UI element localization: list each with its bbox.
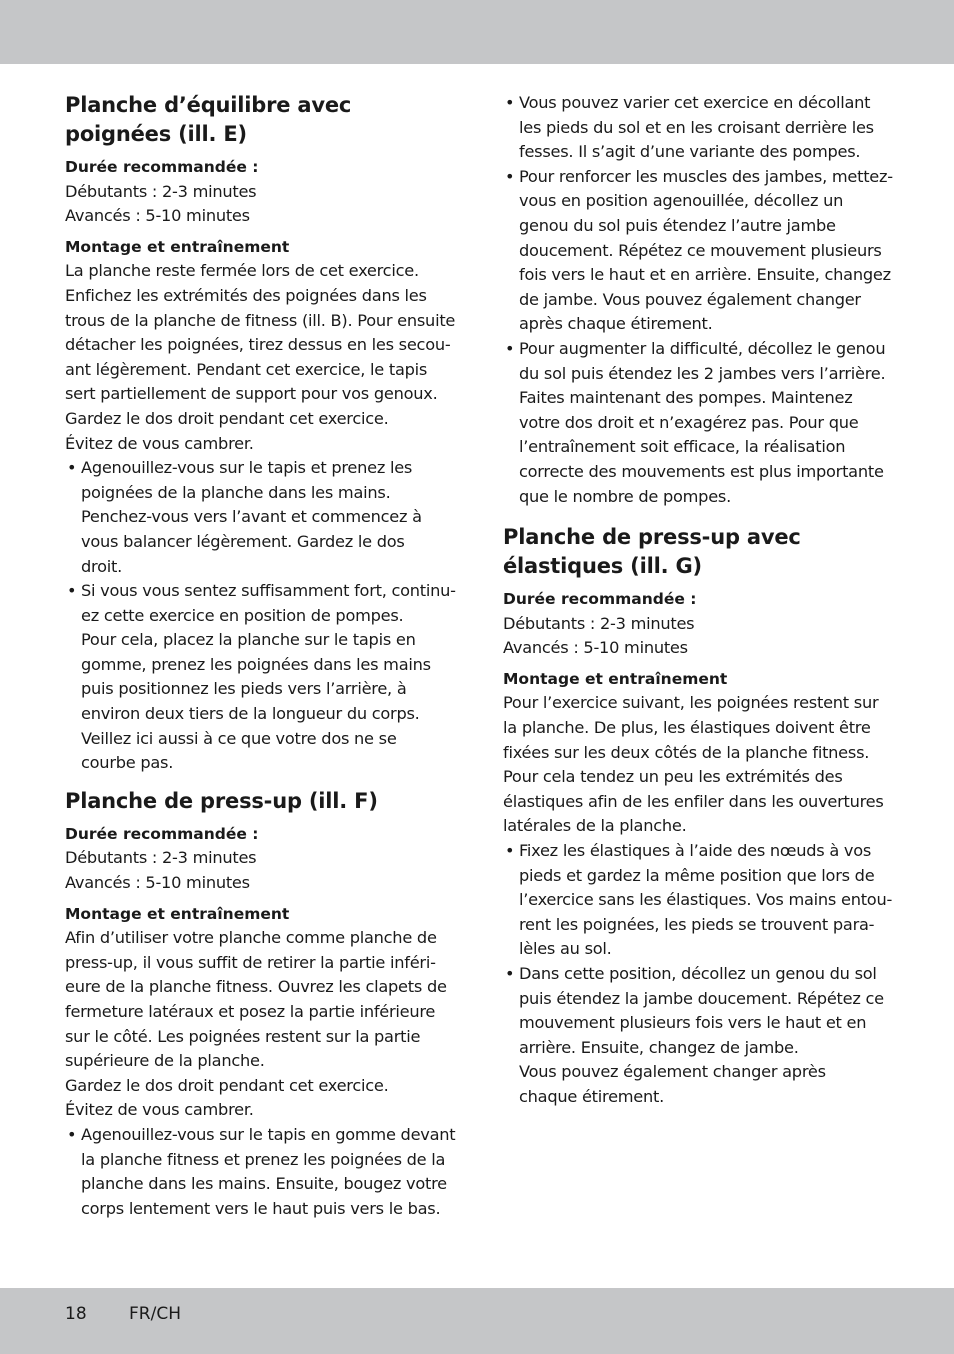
duration-label: Durée recommandée : [503,590,697,609]
text-line: la planche. De plus, les élastiques doivent être [503,718,871,738]
assembly-label: Montage et entraînement [65,237,290,256]
text-line: puis positionnez les pieds vers l’arrière, à [81,679,407,699]
text-line: après chaque étirement. [519,314,713,334]
list-item [503,91,895,165]
bullet-list [65,1123,457,1221]
text-line: environ deux tiers de la longueur du corps. [81,704,420,724]
section-title-press-up-elastics [503,523,895,581]
text-line: Penchez-vous vers l’avant et commencez à [81,507,422,527]
left-column [65,91,457,1221]
text-line: Pour renforcer les muscles des jambes, mettez- [519,166,893,186]
paragraph [65,926,457,1123]
text-line: fesses. Il s’agit d’une variante des pompes. [519,142,861,162]
text-line: que le nombre de pompes. [519,486,731,506]
title-line: élastiques (ill. G) [503,554,702,579]
text-line: élastiques afin de les enfiler dans les ouvertures [503,791,884,811]
text-line: correcte des mouvements est plus importante [519,461,884,481]
text-line: corps lentement vers le haut puis vers le bas. [81,1198,441,1218]
text-line: poignées de la planche dans les mains. [81,482,391,502]
bullet-list [65,456,457,776]
text-line: la planche fitness et prenez les poignées de la [81,1149,446,1169]
list-item [65,456,457,579]
list-item [65,1123,457,1221]
text-line: Évitez de vous cambrer. [65,1100,254,1120]
paragraph [503,691,895,839]
assembly-label: Montage et entraînement [503,669,728,688]
locale-label: FR/CH [129,1304,181,1324]
advanced-duration: Avancés : 5-10 minutes [503,638,688,658]
text-line: sert partiellement de support pour vos genoux. [65,384,438,404]
text-line: supérieure de la planche. [65,1051,265,1071]
text-line: Vous pouvez varier cet exercice en décollant [519,93,871,112]
text-line: Agenouillez-vous sur le tapis en gomme devant [81,1124,456,1144]
title-line: poignées (ill. E) [65,122,247,146]
text-line: gomme, prenez les poignées dans les mains [81,654,431,674]
text-line: mouvement plusieurs fois vers le haut et en [519,1013,867,1033]
text-line: doucement. Répétez ce mouvement plusieurs [519,240,882,260]
text-line: vous balancer légèrement. Gardez le dos [81,531,405,551]
text-line: rent les poignées, les pieds se trouvent para- [519,914,875,934]
list-item [65,579,457,776]
text-line: Évitez de vous cambrer. [65,433,254,453]
text-line: planche dans les mains. Ensuite, bougez votre [81,1174,447,1194]
beginners-duration: Débutants : 2-3 minutes [65,181,257,201]
text-line: lèles au sol. [519,939,612,959]
text-line: Faites maintenant des pompes. Maintenez [519,388,853,408]
bullet-list [503,839,895,1110]
text-line: chaque étirement. [519,1086,665,1106]
text-line: fois vers le haut et en arrière. Ensuite, changez [519,265,891,285]
text-line: Enfichez les extrémités des poignées dans les [65,285,427,305]
text-line: de jambe. Vous pouvez également changer [519,289,861,309]
text-line: Dans cette position, décollez un genou du sol [519,964,877,983]
beginners-duration: Débutants : 2-3 minutes [65,848,257,868]
text-line: ez cette exercice en position de pompes. [81,605,404,625]
text-line: les pieds du sol et en les croisant derrière les [519,117,874,137]
text-line: détacher les poignées, tirez dessus en les secou- [65,335,451,355]
text-line: l’entraînement soit efficace, la réalisation [519,437,846,457]
text-line: press-up, il vous suffit de retirer la partie inféri- [65,952,436,972]
text-line: Fixez les élastiques à l’aide des nœuds à vos [519,841,872,861]
duration-label: Durée recommandée : [65,824,259,843]
list-item [503,962,895,1110]
header-band [0,0,954,64]
duration-label: Durée recommandée : [65,158,259,176]
text-line: eure de la planche fitness. Ouvrez les clapets de [65,977,447,997]
title-line: Planche d’équilibre avec [65,93,352,117]
paragraph [65,259,457,456]
text-line: fermeture latéraux et posez la partie inférieure [65,1002,436,1021]
title-line: Planche de press-up avec [503,525,801,550]
text-line: Pour augmenter la difficulté, décollez le genou [519,338,886,358]
text-line: trous de la planche de fitness (ill. B). Pour ensuite [65,310,456,330]
text-line: vous en position agenouillée, décollez un [519,191,844,211]
page-number: 18 [65,1304,87,1324]
text-line: l’exercice sans les élastiques. Vos mains entou- [519,890,893,910]
text-line: Afin d’utiliser votre planche comme planche de [65,928,437,948]
text-line: votre dos droit et n’exagérez pas. Pour que [519,412,859,432]
text-line: ant légèrement. Pendant cet exercice, le tapis [65,359,428,379]
list-item [503,337,895,509]
bullet-list [503,91,895,509]
text-line: Vous pouvez également changer après [519,1062,826,1082]
text-line: Gardez le dos droit pendant cet exercice. [65,408,389,428]
text-line: sur le côté. Les poignées restent sur la partie [65,1026,421,1046]
text-line: puis étendez la jambe doucement. Répétez ce [519,988,884,1008]
text-line: Gardez le dos droit pendant cet exercice. [65,1075,389,1095]
advanced-duration: Avancés : 5-10 minutes [65,206,250,226]
section-title-balance-board [65,91,457,149]
text-line: genou du sol puis étendez l’autre jambe [519,215,836,235]
text-line: Agenouillez-vous sur le tapis et prenez les [81,458,413,478]
text-line: latérales de la planche. [503,816,687,836]
text-line: arrière. Ensuite, changez de jambe. [519,1037,799,1057]
list-item [503,165,895,337]
right-column [503,91,895,1110]
assembly-label: Montage et entraînement [65,904,290,923]
text-line: fixées sur les deux côtés de la planche fitness. [503,742,870,762]
text-line: Si vous vous sentez suffisamment fort, continu- [81,581,456,601]
text-line: droit. [81,556,122,576]
text-line: du sol puis étendez les 2 jambes vers l’arrière. [519,363,886,383]
text-line: Veillez ici aussi à ce que votre dos ne se [81,728,397,748]
section-title-press-up: Planche de press-up (ill. F) [65,788,378,813]
list-item [503,839,895,962]
advanced-duration: Avancés : 5-10 minutes [65,873,250,893]
text-line: La planche reste fermée lors de cet exercice. [65,261,419,281]
text-line: Pour cela, placez la planche sur le tapis en [81,630,416,650]
text-line: courbe pas. [81,753,174,773]
text-line: pieds et gardez la même position que lors de [519,865,875,885]
text-line: Pour cela tendez un peu les extrémités des [503,767,843,787]
beginners-duration: Débutants : 2-3 minutes [503,613,695,633]
text-line: Pour l’exercice suivant, les poignées restent sur [503,693,879,713]
